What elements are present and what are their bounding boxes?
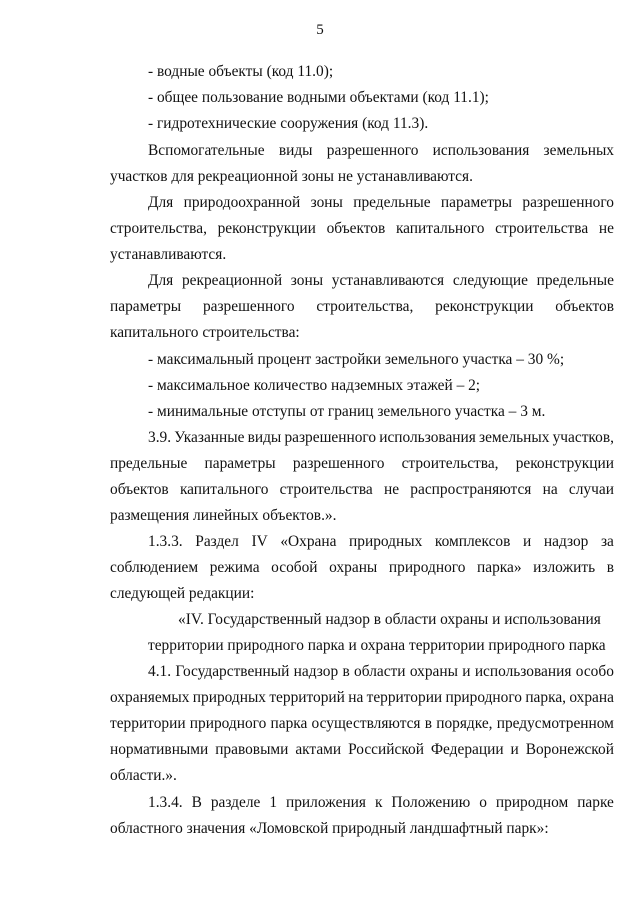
word: и: [510, 741, 519, 758]
word: использования: [474, 663, 572, 680]
word: земельных: [479, 429, 550, 446]
word: капитального: [395, 220, 485, 237]
text-line: размещения линейных объектов.».: [110, 507, 337, 524]
word: не: [598, 220, 614, 237]
word: Для: [148, 272, 174, 289]
text-line: [148, 271, 614, 291]
word: правовыми: [215, 741, 289, 758]
word: Указанные: [174, 429, 245, 446]
word: предусмотренном: [496, 715, 614, 732]
word: реконструкции: [515, 455, 614, 472]
word: разрешенного: [284, 429, 377, 446]
word: 1.3.3.: [148, 533, 183, 550]
text-line: [148, 793, 614, 813]
word: разрешенного: [522, 194, 614, 211]
text-line: [110, 480, 614, 500]
word: к: [374, 794, 383, 811]
word: объектов: [110, 481, 169, 498]
word: соблюдением: [110, 559, 199, 576]
text-line: - минимальные отступы от границ земельного участка – 3 м.: [148, 403, 546, 420]
word: в: [424, 715, 432, 732]
word: распространяются: [410, 481, 532, 498]
text-line: [148, 141, 614, 161]
word: особой: [271, 559, 318, 576]
word: разрешенного: [292, 455, 385, 472]
word: парка: [270, 715, 308, 732]
text-line: [110, 688, 614, 708]
text-line: территории природного парка и охрана территории природного парка: [148, 637, 606, 654]
text-line: [110, 558, 614, 578]
word: Вспомогательные: [148, 142, 265, 159]
word: разрешенного: [202, 298, 295, 315]
word: 1: [269, 794, 278, 811]
word: парка,: [525, 689, 566, 706]
word: территории: [110, 715, 186, 732]
word: нормативными: [110, 741, 209, 758]
word: параметры: [440, 194, 513, 211]
text-line: - водные объекты (код 11.0);: [148, 63, 334, 80]
word: 3.9.: [148, 429, 172, 446]
word: за: [600, 533, 614, 550]
word: в: [342, 663, 350, 680]
text-line: - максимальный процент застройки земельного участка – 30 %;: [148, 351, 565, 368]
word: приложения: [286, 794, 366, 811]
word: природоохранной: [183, 194, 301, 211]
word: разделе: [210, 794, 261, 811]
word: и: [523, 533, 532, 550]
text-line: капитального строительства:: [110, 324, 300, 341]
word: осуществляются: [311, 715, 421, 732]
text-line: [148, 428, 614, 448]
word: Для: [148, 194, 174, 211]
text-line: устанавливаются.: [110, 246, 227, 263]
text-line: «IV. Государственный надзор в области охраны и использования: [178, 611, 601, 628]
word: IV: [251, 533, 268, 550]
word: строительства,: [401, 455, 499, 472]
word: парка»: [477, 559, 522, 576]
word: и: [462, 663, 471, 680]
word: не: [383, 481, 400, 498]
word: предельные: [110, 455, 188, 472]
word: Государственный: [175, 663, 290, 680]
word: Раздел: [195, 533, 239, 550]
word: объектов: [326, 220, 386, 237]
word: разрешенного: [326, 142, 419, 159]
text-line: [110, 454, 614, 474]
word: строительства: [279, 481, 373, 498]
word: виды: [278, 142, 313, 159]
word: «Охрана: [280, 533, 337, 550]
word: капитального: [179, 481, 269, 498]
word: природных: [349, 533, 423, 550]
word: зоны: [290, 272, 324, 289]
word: объектов: [555, 298, 614, 315]
word: участков,: [552, 429, 614, 446]
word: охрана: [569, 689, 614, 706]
word: особо: [575, 663, 614, 680]
word: Российской: [348, 741, 424, 758]
page-number: 5: [316, 22, 324, 38]
word: охраняемых: [110, 689, 190, 706]
word: 1.3.4.: [148, 794, 183, 811]
word: надзор: [543, 533, 589, 550]
word: на: [348, 689, 364, 706]
text-line: следующей редакции:: [110, 585, 255, 602]
word: рекреационной: [181, 272, 283, 289]
word: природном: [495, 794, 569, 811]
word: области: [354, 663, 406, 680]
text-line: [110, 740, 614, 760]
word: актами: [295, 741, 342, 758]
word: изложить: [533, 559, 596, 576]
text-line: областного значения «Ломовской природный ландшафтный парк»:: [110, 820, 549, 837]
word: реконструкции: [435, 298, 534, 315]
text-line: [148, 193, 614, 213]
word: охраны: [409, 663, 458, 680]
word: территорий: [269, 689, 345, 706]
word: о: [479, 794, 487, 811]
word: В: [191, 794, 202, 811]
word: использования: [379, 429, 476, 446]
word: надзор: [293, 663, 339, 680]
word: параметры: [110, 298, 182, 315]
word: устанавливаются: [331, 272, 445, 289]
text-line: [110, 714, 614, 734]
word: предельные: [536, 272, 614, 289]
word: параметры: [204, 455, 276, 472]
word: в: [606, 559, 614, 576]
word: земельных: [543, 142, 614, 159]
word: режима: [209, 559, 260, 576]
word: использования: [432, 142, 530, 159]
word: предельные: [353, 194, 431, 211]
text-line: - максимальное количество надземных этажей – 2;: [148, 377, 481, 394]
word: 4.1.: [148, 663, 172, 680]
text-line: [148, 532, 614, 552]
word: Воронежской: [525, 741, 614, 758]
word: парке: [577, 794, 614, 811]
word: строительства: [495, 220, 589, 237]
text-line: [110, 219, 614, 239]
word: природного: [189, 715, 267, 732]
word: природного: [388, 559, 466, 576]
word: виды: [247, 429, 282, 446]
word: случаи: [568, 481, 614, 498]
text-line: области.».: [110, 767, 177, 784]
text-line: [110, 297, 614, 317]
word: порядке,: [436, 715, 493, 732]
word: охраны: [329, 559, 378, 576]
word: природных: [192, 689, 266, 706]
text-line: - гидротехнические сооружения (код 11.3).: [148, 115, 429, 132]
word: на: [542, 481, 558, 498]
text-line: [148, 662, 614, 682]
word: природного: [445, 689, 522, 706]
word: строительства,: [316, 298, 414, 315]
text-line: участков для рекреационной зоны не устанавливаются.: [110, 168, 473, 185]
word: Положению: [391, 794, 471, 811]
word: территории: [366, 689, 443, 706]
word: зоны: [310, 194, 343, 211]
word: следующие: [452, 272, 528, 289]
word: Федерации: [430, 741, 504, 758]
word: комплексов: [434, 533, 511, 550]
text-line: - общее пользование водными объектами (код 11.1);: [148, 89, 489, 106]
word: строительства,: [110, 220, 207, 237]
word: реконструкции: [217, 220, 316, 237]
